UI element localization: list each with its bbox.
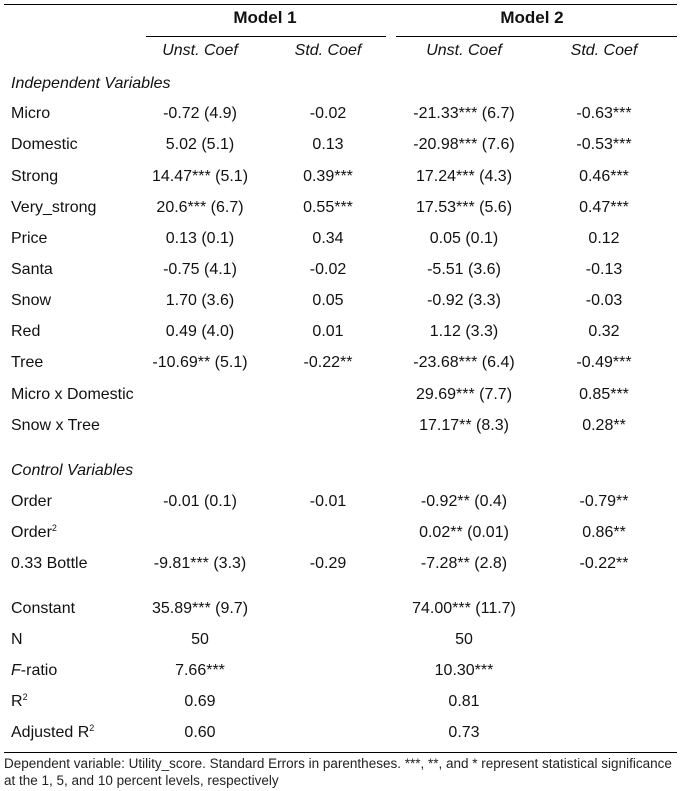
model1-unst-value: 0.49 (4.0) xyxy=(165,323,235,340)
row-label xyxy=(11,133,78,157)
model1-unst-value: -10.69** (5.1) xyxy=(152,354,248,371)
table-row xyxy=(4,196,677,220)
row-label xyxy=(11,659,57,683)
model1-header: Model 1 xyxy=(233,8,297,27)
row-label-text: Santa xyxy=(11,261,53,278)
model2-unst-value: 17.24*** (4.3) xyxy=(415,168,513,185)
model2-unst-value: -23.68*** (6.4) xyxy=(413,354,515,371)
model2-unst-value: -21.33*** (6.7) xyxy=(413,105,515,122)
row-label xyxy=(11,165,58,189)
row-label-text: Very_strong xyxy=(11,199,97,216)
model2-unst-value: 0.02** (0.01) xyxy=(419,524,509,541)
model1-std-value: 0.13 xyxy=(312,136,344,153)
row-label-text: R xyxy=(11,693,23,710)
model2-std-value: 0.85*** xyxy=(579,386,629,403)
model1-std-value: -0.02 xyxy=(309,105,347,122)
table-row xyxy=(4,383,677,407)
model2-value: 50 xyxy=(455,631,473,648)
row-label-superscript: 2 xyxy=(89,723,95,733)
m1-unst-header: Unst. Coef xyxy=(162,42,238,59)
model1-unst-value: 14.47*** (5.1) xyxy=(151,168,249,185)
table-row xyxy=(4,133,677,157)
m2-unst-header: Unst. Coef xyxy=(426,42,502,59)
model2-unst-value: -0.92 (3.3) xyxy=(427,292,501,309)
model2-unst-value: 17.17** (8.3) xyxy=(419,417,509,434)
section-independent xyxy=(4,72,677,96)
table-row xyxy=(4,320,677,344)
table-row xyxy=(4,552,677,576)
model2-unst-value: 0.05 (0.1) xyxy=(429,230,499,247)
model2-underline xyxy=(396,36,677,37)
model2-unst-value: 1.12 (3.3) xyxy=(429,323,499,340)
row-label-text: Domestic xyxy=(11,136,78,153)
row-label-text: Tree xyxy=(11,354,44,371)
row-label xyxy=(11,521,57,545)
model1-std-value: -0.02 xyxy=(309,261,347,278)
model1-std-value: 0.55*** xyxy=(303,199,353,216)
row-label-text: Strong xyxy=(11,168,59,185)
row-label-superscript: 2 xyxy=(22,692,28,702)
model1-unst-value: -0.72 (4.9) xyxy=(163,105,237,122)
model2-value: 10.30*** xyxy=(434,662,494,679)
summary-row xyxy=(4,597,677,621)
model1-std-value: 0.39*** xyxy=(303,168,353,185)
summary-row xyxy=(4,659,677,683)
model1-value: 0.69 xyxy=(184,693,216,710)
row-label-text: Snow xyxy=(11,292,52,309)
model2-std-value: 0.86** xyxy=(582,524,626,541)
model2-std-value: -0.63*** xyxy=(576,105,632,122)
model1-unst-value: 20.6*** (6.7) xyxy=(156,199,244,216)
model2-value: 74.00*** (11.7) xyxy=(412,600,516,617)
summary-row xyxy=(4,721,677,745)
row-label xyxy=(11,628,23,652)
model2-std-value: -0.22** xyxy=(579,555,629,572)
model2-value: 0.81 xyxy=(448,693,480,710)
model2-unst-value: -20.98*** (7.6) xyxy=(413,136,515,153)
table-row xyxy=(4,521,677,545)
model2-std-value: -0.13 xyxy=(585,261,623,278)
row-label xyxy=(11,102,50,126)
row-label xyxy=(11,414,100,438)
row-label-text: Micro xyxy=(11,105,51,122)
row-label-text: Order xyxy=(11,524,52,541)
model2-unst-value: 17.53*** (5.6) xyxy=(415,199,513,216)
model2-std-value: -0.03 xyxy=(585,292,623,309)
model1-unst-value: 5.02 (5.1) xyxy=(165,136,235,153)
model2-unst-value: 29.69*** (7.7) xyxy=(415,386,513,403)
row-label-text: N xyxy=(11,631,23,648)
summary-row xyxy=(4,690,677,714)
row-label xyxy=(11,552,88,576)
row-label-text: Adjusted R xyxy=(11,724,90,741)
model1-std-value: 0.01 xyxy=(312,323,344,340)
model1-std-value: -0.22** xyxy=(303,354,353,371)
table-row xyxy=(4,414,677,438)
section-label: Control Variables xyxy=(11,462,134,479)
model1-underline xyxy=(146,36,386,37)
row-label xyxy=(11,289,51,313)
row-label xyxy=(11,383,134,407)
table-note: Dependent variable: Utility_score. Standard Errors in parentheses. ***, **, and * represent statistical significance at the 1, 5, and 10 percent levels, respectively xyxy=(4,756,672,788)
model2-std-value: 0.28** xyxy=(582,417,626,434)
row-label xyxy=(11,597,75,621)
model2-std-value: 0.12 xyxy=(588,230,620,247)
model1-value: 50 xyxy=(191,631,209,648)
row-label-text: Red xyxy=(11,323,41,340)
row-label-text: -ratio xyxy=(20,662,58,679)
table-row xyxy=(4,351,677,375)
model1-value: 7.66*** xyxy=(175,662,225,679)
table-row xyxy=(4,490,677,514)
row-label-text: Micro x Domestic xyxy=(11,386,134,403)
model2-unst-value: -7.28** (2.8) xyxy=(420,555,508,572)
model1-unst-value: 0.13 (0.1) xyxy=(165,230,235,247)
model1-unst-value: -0.75 (4.1) xyxy=(163,261,237,278)
model2-std-value: -0.49*** xyxy=(576,354,632,371)
row-label-text: Snow x Tree xyxy=(11,417,100,434)
model1-std-value: -0.01 xyxy=(309,493,347,510)
row-label-superscript: 2 xyxy=(51,523,57,533)
row-label-text: Order xyxy=(11,493,52,510)
model1-std-value: 0.34 xyxy=(312,230,344,247)
row-label-text: 0.33 Bottle xyxy=(11,555,88,572)
model1-std-value: 0.05 xyxy=(312,292,344,309)
table-bottom-rule xyxy=(4,752,677,753)
summary-row xyxy=(4,628,677,652)
model2-std-value: 0.46*** xyxy=(579,168,629,185)
table-row xyxy=(4,102,677,126)
row-label xyxy=(11,196,96,220)
table-row xyxy=(4,227,677,251)
model1-unst-value: -9.81*** (3.3) xyxy=(153,555,247,572)
model2-std-value: 0.47*** xyxy=(579,199,629,216)
model2-value: 0.73 xyxy=(448,724,480,741)
row-label xyxy=(11,320,40,344)
row-label-text: Constant xyxy=(11,600,76,617)
model1-std-value: -0.29 xyxy=(309,555,347,572)
model2-std-value: -0.53*** xyxy=(576,136,632,153)
model1-value: 0.60 xyxy=(184,724,216,741)
row-label xyxy=(11,258,53,282)
table-top-rule xyxy=(4,4,677,5)
model1-value: 35.89*** (9.7) xyxy=(151,600,249,617)
m1-std-header: Std. Coef xyxy=(294,42,362,59)
model2-unst-value: -0.92** (0.4) xyxy=(420,493,508,510)
model2-std-value: -0.79** xyxy=(579,493,629,510)
row-label-italic: F xyxy=(11,662,21,679)
row-label xyxy=(11,690,28,714)
model1-unst-value: -0.01 (0.1) xyxy=(163,493,237,510)
row-label xyxy=(11,227,47,251)
m2-std-header: Std. Coef xyxy=(570,42,638,59)
model1-unst-value: 1.70 (3.6) xyxy=(165,292,235,309)
model2-unst-value: -5.51 (3.6) xyxy=(427,261,501,278)
table-row xyxy=(4,165,677,189)
row-label xyxy=(11,721,94,745)
model2-std-value: 0.32 xyxy=(588,323,620,340)
section-label: Independent Variables xyxy=(11,75,171,92)
row-label-text: Price xyxy=(11,230,48,247)
model2-header: Model 2 xyxy=(500,8,564,27)
table-row xyxy=(4,258,677,282)
table-row xyxy=(4,289,677,313)
section-control xyxy=(4,459,677,483)
row-label xyxy=(11,490,52,514)
row-label xyxy=(11,351,43,375)
